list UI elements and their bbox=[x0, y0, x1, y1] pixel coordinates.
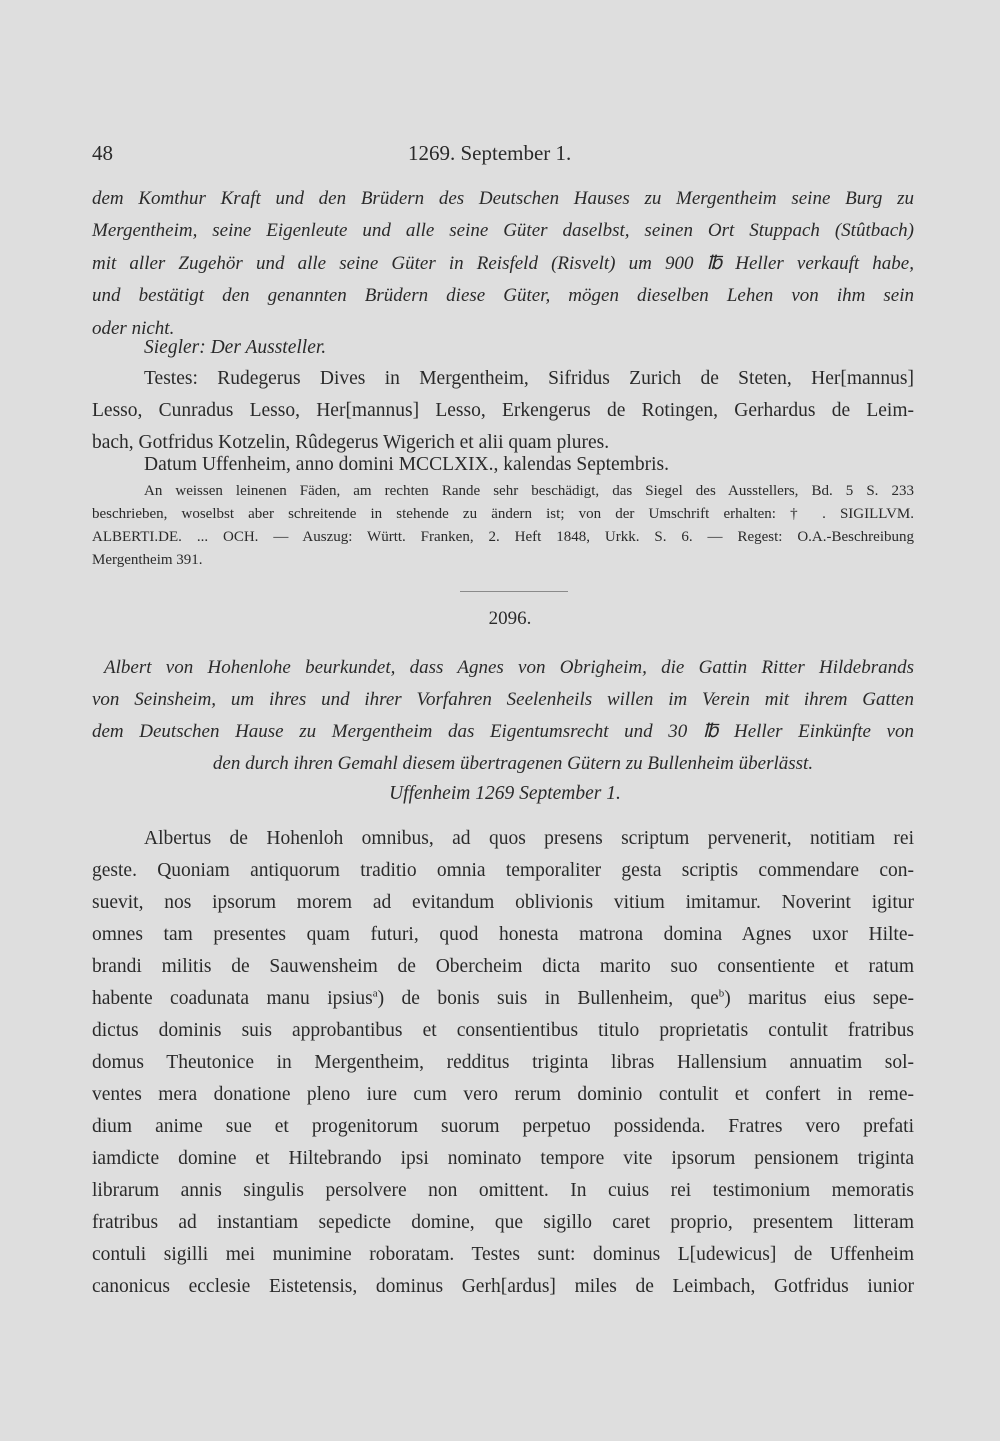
witness-line: Testes: Rudegerus Dives in Mergentheim, Sifridus Zurich de Steten, Her[mannus] bbox=[144, 368, 914, 389]
place-and-date: Uffenheim 1269 September 1. bbox=[389, 783, 621, 804]
editorial-note bbox=[92, 480, 914, 572]
summary-line: dem Deutschen Hause zu Mergentheim das Eigentumsrecht und 30 ℔ Heller Einkünfte von bbox=[92, 721, 914, 742]
summary-line: und bestätigt den genannten Brüdern diese Güter, mögen dieselben Lehen von ihm sein bbox=[92, 285, 914, 307]
text-line: contuli sigilli mei munimine roboratam. Testes sunt: dominus L[udewicus] de Uffenheim bbox=[92, 1244, 914, 1265]
note-line: beschrieben, woselbst aber schreitende in stehende zu ändern ist; von der Umschrift erhalten: † . SIGILLVM. bbox=[92, 506, 914, 522]
note-line: Mergentheim 391. bbox=[92, 552, 203, 568]
page-number: 48 bbox=[92, 141, 113, 165]
charter-summary-continued bbox=[92, 183, 914, 345]
summary-line: von Seinsheim, um ihres und ihrer Vorfahren Seelenheils willen im Verein mit ihrem Gatten bbox=[92, 689, 914, 710]
text-line: fratribus ad instantiam sepedicte domine, que sigillo caret proprio, presentem litteram bbox=[92, 1212, 914, 1233]
section-divider bbox=[460, 591, 568, 592]
text-line: domus Theutonice in Mergentheim, redditus triginta libras Hallensium annuatim sol- bbox=[92, 1052, 914, 1073]
summary-line: Albert von Hohenlohe beurkundet, dass Agnes von Obrigheim, die Gattin Ritter Hildebrands bbox=[104, 657, 914, 678]
text-line: dium anime sue et progenitorum suorum perpetuo possidenda. Fratres vero prefati bbox=[92, 1116, 914, 1137]
summary-line: mit aller Zugehör und alle seine Güter in Reisfeld (Risvelt) um 900 ℔ Heller verkauft habe, bbox=[92, 252, 914, 274]
text-line: Albertus de Hohenloh omnibus, ad quos presens scriptum pervenerit, notitiam rei bbox=[144, 828, 914, 849]
text-line: iamdicte domine et Hiltebrando ipsi nominato tempore vite ipsorum pensionem triginta bbox=[92, 1148, 914, 1169]
text-line: ventes mera donatione pleno iure cum vero rerum dominio contulit et confert in reme- bbox=[92, 1084, 914, 1105]
text-line: librarum annis singulis persolvere non omittent. In cuius rei testimonium memoratis bbox=[92, 1180, 914, 1201]
charter-summary bbox=[92, 652, 914, 780]
page-header bbox=[92, 141, 914, 171]
witness-line: bach, Gotfridus Kotzelin, Rûdegerus Wigerich et alii quam plures. bbox=[92, 432, 610, 453]
summary-line: dem Komthur Kraft und den Brüdern des Deutschen Hauses zu Mergentheim seine Burg zu bbox=[92, 188, 914, 209]
footnote-marker: b bbox=[718, 987, 725, 1000]
witness-line: Lesso, Cunradus Lesso, Her[mannus] Lesso, Erkengerus de Rotingen, Gerhardus de Leim- bbox=[92, 400, 914, 421]
note-line: ALBERTI.DE. ... OCH. — Auszug: Württ. Franken, 2. Heft 1848, Urkk. S. 6. — Regest: O.A.-Beschreibung bbox=[92, 529, 914, 545]
witness-list bbox=[92, 363, 914, 459]
footnote-marker: a bbox=[372, 987, 378, 1000]
text-line: habente coadunata manu ipsius$^a$) de bonis suis in Bullenheim, que$^b$) maritus eius sepe- bbox=[92, 987, 915, 1009]
running-head-date: 1269. September 1. bbox=[408, 141, 572, 165]
text-line: geste. Quoniam antiquorum traditio omnia temporaliter gesta scriptis commendare con- bbox=[92, 860, 914, 881]
text-line: suevit, nos ipsorum morem ad evitandum oblivionis vitium imitamur. Noverint igitur bbox=[92, 892, 914, 913]
note-line: An weissen leinenen Fäden, am rechten Rande sehr beschädigt, das Siegel des Ausstellers, Bd. 5 S. 233 bbox=[144, 483, 914, 499]
summary-line: den durch ihren Gemahl diesem übertragenen Gütern zu Bullenheim überlässt. bbox=[212, 753, 814, 774]
text-line: dictus dominis suis approbantibus et consentientibus titulo proprietatis contulit fratribus bbox=[92, 1020, 914, 1041]
siegler-line: Siegler: Der Aussteller. bbox=[144, 337, 327, 358]
datum-line: Datum Uffenheim, anno domini MCCLXIX., kalendas Septembris. bbox=[144, 454, 669, 475]
text-line: brandi militis de Sauwensheim de Obercheim dicta marito suo consentiente et ratum bbox=[92, 956, 914, 977]
summary-line: oder nicht. bbox=[92, 317, 175, 339]
summary-line: Mergentheim, seine Eigenleute und alle seine Güter daselbst, seinen Ort Stuppach (Stûtbach) bbox=[92, 220, 914, 242]
document-number: 2096. bbox=[488, 608, 532, 629]
text-line: canonicus ecclesie Eistetensis, dominus Gerh[ardus] miles de Leimbach, Gotfridus iunior bbox=[92, 1276, 914, 1297]
charter-text bbox=[92, 823, 914, 1303]
text-line: omnes tam presentes quam futuri, quod honesta matrona domina Agnes uxor Hilte- bbox=[92, 924, 914, 945]
